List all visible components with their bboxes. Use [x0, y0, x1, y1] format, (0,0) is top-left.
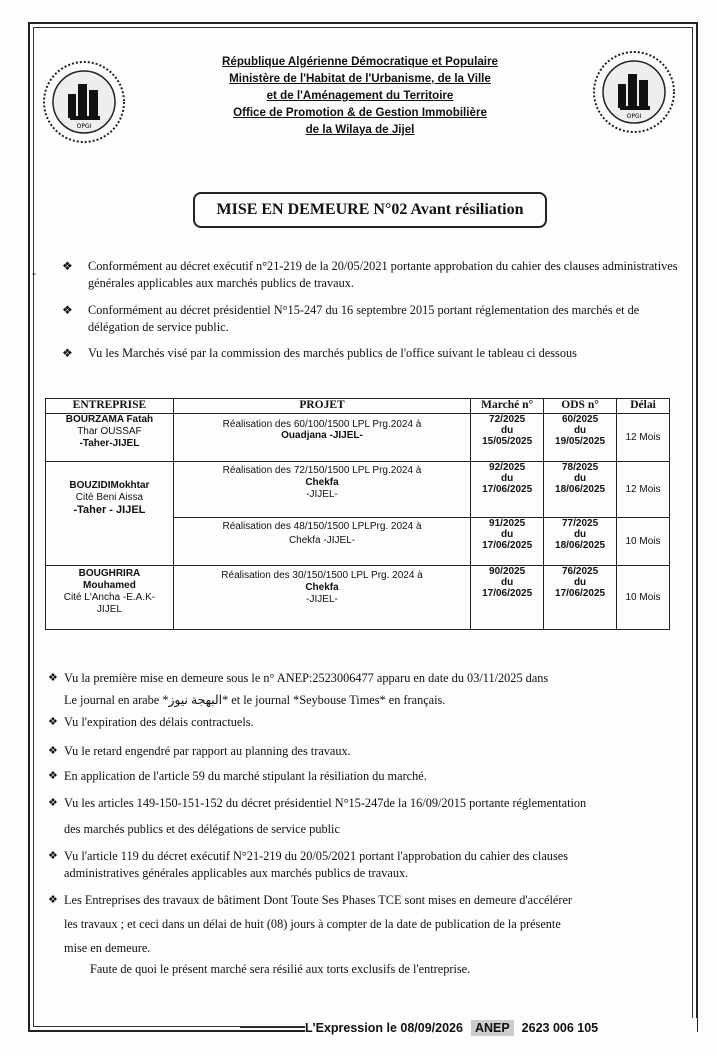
- entreprise-name: BOUGHRIRA: [78, 568, 141, 579]
- projet-text: -JIJEL-: [306, 594, 338, 605]
- ods-du: du: [573, 425, 587, 436]
- column-header: Délai: [617, 399, 670, 414]
- ods-date: 19/05/2025: [555, 436, 606, 447]
- margin-dash: -: [32, 266, 36, 280]
- diamond-bullet-icon: ❖: [48, 770, 58, 782]
- marche-du: du: [501, 577, 514, 588]
- projet-text: -JIJEL-: [306, 489, 338, 500]
- ods-du: du: [573, 529, 587, 540]
- delai-cell: 12 Mois: [617, 414, 670, 462]
- intro-text: Conformément au décret exécutif n°21-219 de la 20/05/2021 portante approbation du cahier des clauses administratives générales applicables aux marchés publics de travaux.: [88, 259, 678, 290]
- ods-du: du: [573, 577, 587, 588]
- entreprise-firstname: Mouhamed: [83, 580, 136, 591]
- ods-date: 18/06/2025: [555, 540, 606, 551]
- svg-text:OPGI: OPGI: [76, 123, 92, 130]
- projet-cell: [173, 518, 470, 566]
- consideration-text: Le journal en arabe *البهجة نيوز* et le journal *Seybouse Times* en français.: [64, 693, 446, 707]
- entreprise-address: Cité Beni Aissa: [75, 492, 144, 503]
- intro-text: Conformément au décret présidentiel N°15-247 du 16 septembre 2015 portant réglementation des marchés et de délégation de service public.: [88, 303, 640, 334]
- consideration-text: Vu l'article 119 du décret exécutif N°21-219 du 20/05/2021 portant l'approbation du cahier des clauses: [64, 849, 568, 863]
- diamond-bullet-icon: ❖: [62, 303, 73, 317]
- marche-number: 92/2025: [489, 462, 526, 473]
- table-header-row: [46, 399, 670, 414]
- consideration-text: administratives générales applicables aux marchés publics de travaux.: [64, 866, 409, 880]
- ods-date: 17/06/2025: [555, 588, 606, 599]
- marche-cell: [471, 462, 544, 518]
- marche-date: 17/06/2025: [482, 484, 533, 495]
- projet-text: Ouadjana -JIJEL-: [281, 430, 363, 441]
- entreprise-name: BOUZIDIMokhtar: [69, 480, 150, 491]
- header-line: République Algérienne Démocratique et Populaire: [222, 55, 498, 68]
- diamond-bullet-icon: ❖: [62, 259, 73, 273]
- ods-du: du: [573, 473, 587, 484]
- entreprise-address: Thar OUSSAF: [77, 426, 142, 437]
- table-row: [46, 462, 670, 518]
- consideration-text: Vu l'expiration des délais contractuels.: [64, 715, 254, 729]
- footer-ref: 2623 006 105: [521, 1021, 599, 1035]
- table-row: [46, 414, 670, 462]
- table-row: [46, 566, 670, 630]
- entreprise-cell: [46, 462, 174, 566]
- entreprise-city: JIJEL: [96, 604, 122, 615]
- entreprise-name: BOURZAMA Fatah: [65, 414, 154, 425]
- footer-anep: ANEP: [471, 1020, 514, 1036]
- ods-cell: [544, 518, 617, 566]
- consideration-text: En application de l'article 59 du marché stipulant la résiliation du marché.: [64, 769, 427, 783]
- consideration-text: Les Entreprises des travaux de bâtiment Dont Toute Ses Phases TCE sont mises en demeure d'accélérer: [64, 893, 573, 907]
- publication-footer: [305, 1018, 697, 1038]
- closing-statement: Faute de quoi le présent marché sera résilié aux torts exclusifs de l'entreprise.: [90, 962, 471, 976]
- ods-number: 60/2025: [561, 414, 599, 425]
- projet-cell: [173, 566, 470, 630]
- entreprise-cell: [46, 414, 174, 462]
- ods-number: 77/2025: [561, 518, 599, 529]
- projet-text: Chekfa: [305, 582, 339, 593]
- projet-text: Réalisation des 30/150/1500 LPL Prg. 2024 à: [221, 570, 423, 581]
- consideration-text: mise en demeure.: [64, 941, 151, 955]
- delai-cell: 12 Mois: [617, 462, 670, 518]
- marche-cell: [471, 414, 544, 462]
- intro-text: Vu les Marchés visé par la commission des marchés publics de l'office suivant le tableau ci dessous: [88, 346, 577, 360]
- marche-date: 17/06/2025: [482, 540, 533, 551]
- diamond-bullet-icon: ❖: [48, 850, 58, 862]
- delai-cell: 10 Mois: [617, 566, 670, 630]
- opgi-logo-icon-left: [42, 60, 126, 144]
- entreprise-city: -Taher - JIJEL: [73, 504, 146, 516]
- header-line: de la Wilaya de Jijel: [305, 123, 415, 136]
- opgi-logo-icon-right: [592, 50, 676, 134]
- marche-cell: [471, 518, 544, 566]
- header-line: et de l'Aménagement du Territoire: [266, 89, 454, 102]
- marche-number: 72/2025: [489, 414, 526, 425]
- diamond-bullet-icon: ❖: [48, 745, 58, 757]
- marche-du: du: [501, 529, 514, 540]
- projet-text: Réalisation des 72/150/1500 LPL Prg.2024 à: [222, 465, 422, 476]
- ods-number: 78/2025: [561, 462, 599, 473]
- projet-cell: [173, 462, 470, 518]
- footer-rule: [240, 1027, 310, 1032]
- marche-number: 91/2025: [489, 518, 526, 529]
- header-line: Office de Promotion & de Gestion Immobilière: [233, 106, 487, 119]
- column-header: Marché n°: [471, 399, 544, 414]
- diamond-bullet-icon: ❖: [48, 894, 58, 906]
- entreprise-address: Cité L'Ancha -E.A.K-: [63, 592, 156, 603]
- marche-cell: [471, 566, 544, 630]
- ods-cell: [544, 414, 617, 462]
- marche-number: 90/2025: [489, 566, 526, 577]
- consideration-text: les travaux ; et ceci dans un délai de huit (08) jours à compter de la date de publication de la présente: [64, 917, 561, 931]
- projet-text: Chekfa -JIJEL-: [288, 535, 356, 546]
- marche-date: 17/06/2025: [482, 588, 533, 599]
- consideration-text: Vu la première mise en demeure sous le n° ANEP:2523006477 apparu en date du 03/11/2025 dans: [64, 671, 549, 685]
- diamond-bullet-icon: ❖: [48, 797, 58, 809]
- diamond-bullet-icon: ❖: [48, 672, 58, 684]
- consideration-text: des marchés publics et des délégations de service public: [64, 822, 340, 836]
- svg-text:OPGI: OPGI: [626, 113, 642, 120]
- header-line: Ministère de l'Habitat de l'Urbanisme, de la Ville: [229, 72, 491, 85]
- marche-du: du: [501, 425, 514, 436]
- ods-cell: [544, 566, 617, 630]
- column-header: ENTREPRISE: [46, 399, 174, 414]
- document-title: MISE EN DEMEURE N°02 Avant résiliation: [193, 192, 547, 228]
- delai-cell: 10 Mois: [617, 518, 670, 566]
- footer-source: L'Expression le 08/09/2026: [305, 1021, 463, 1035]
- column-header: PROJET: [173, 399, 470, 414]
- institution-header: [160, 53, 560, 138]
- entreprise-cell: [46, 566, 174, 630]
- column-header: ODS n°: [544, 399, 617, 414]
- marche-du: du: [501, 473, 514, 484]
- projet-cell: [173, 414, 470, 462]
- contracts-table: [45, 398, 670, 630]
- projet-text: Réalisation des 48/150/1500 LPLPrg. 2024 à: [222, 521, 422, 532]
- projet-text: Chekfa: [305, 477, 339, 488]
- projet-text: Réalisation des 60/100/1500 LPL Prg.2024 à: [222, 419, 422, 430]
- marche-date: 15/05/2025: [482, 436, 533, 447]
- diamond-bullet-icon: ❖: [62, 346, 73, 360]
- consideration-text: Vu le retard engendré par rapport au planning des travaux.: [64, 744, 351, 758]
- entreprise-city: -Taher-JIJEL: [79, 438, 140, 449]
- ods-number: 76/2025: [561, 566, 599, 577]
- ods-date: 18/06/2025: [555, 484, 606, 495]
- ods-cell: [544, 462, 617, 518]
- diamond-bullet-icon: ❖: [48, 716, 58, 728]
- consideration-text: Vu les articles 149-150-151-152 du décret présidentiel N°15-247de la 16/09/2015 portante réglementation: [64, 796, 587, 810]
